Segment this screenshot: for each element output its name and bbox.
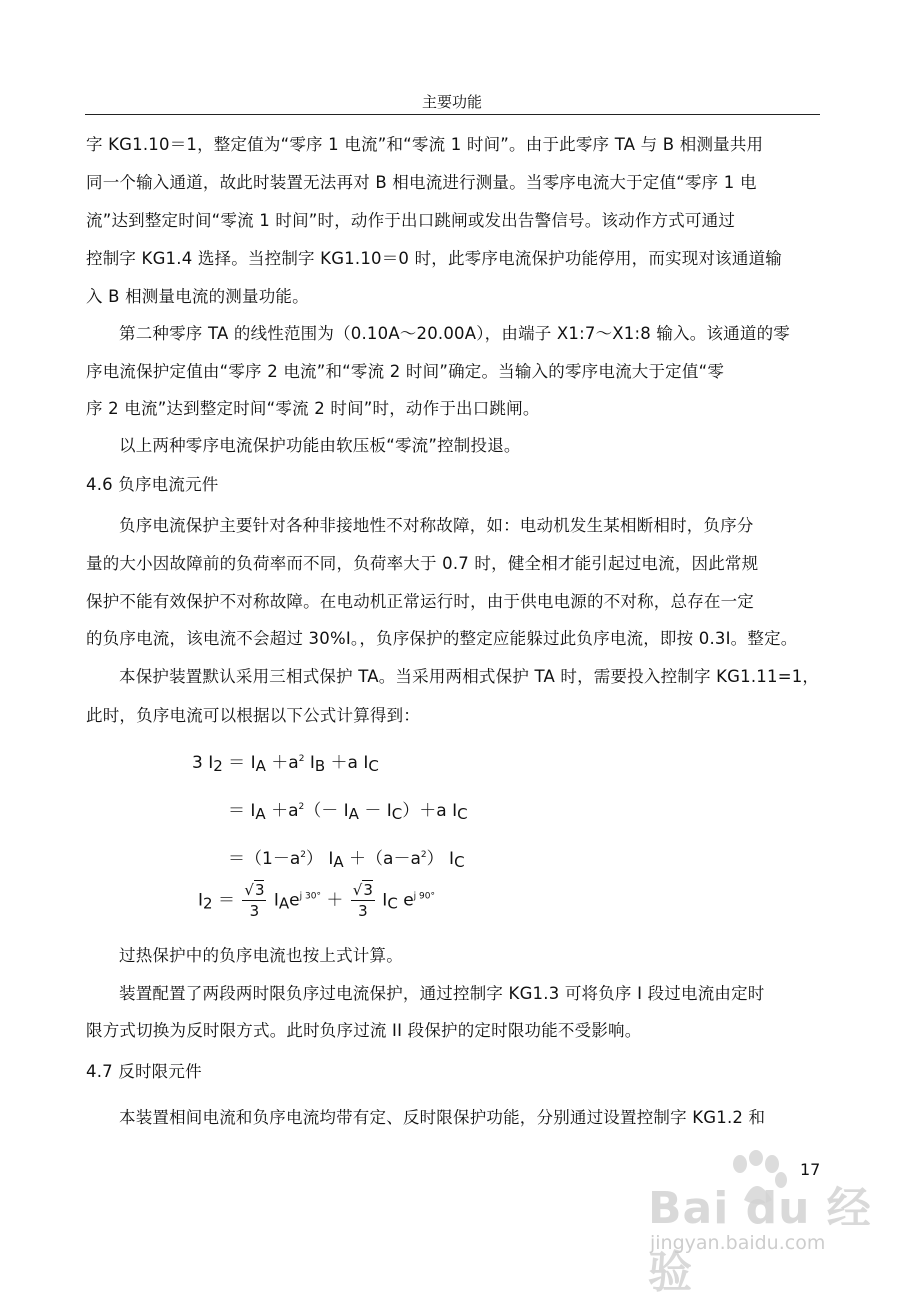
fraction-sqrt3-over-3: $\frac{√3}{3}$ (244, 881, 265, 920)
baidu-watermark-url: jingyan.baidu.com (650, 1232, 826, 1254)
text-line: 入 B 相测量电流的测量功能。 (86, 287, 309, 306)
header-divider (85, 114, 820, 115)
text-line: 装置配置了两段两时限负序过电流保护，通过控制字 KG1.3 可将负序 I 段过电流由定时 (119, 984, 765, 1003)
text-line: 序电流保护定值由“零序 2 电流”和“零流 2 时间”确定。当输入的零序电流大于定值“零 (86, 362, 725, 381)
text-line: 第二种零序 TA 的线性范围为（0.10A～20.00A），由端子 X1:7～X1:8 输入。该通道的零 (119, 324, 790, 343)
text-line: 流”达到整定时间“零流 1 时间”时，动作于出口跳闸或发出告警信号。该动作方式可通过 (86, 211, 736, 230)
equation-line-1: 3 $I_2 = I_A +a^2$ $I_B +a$ $I_C$ (192, 753, 379, 775)
text-line: 控制字 KG1.4 选择。当控制字 KG1.10＝0 时，此零序电流保护功能停用，而实现对该通道输 (86, 249, 782, 268)
equation-line-4: $I_2$ ＝ $\frac{√3}{3}$ $I_Ae^{j 30^\circ}$ ＋ $\frac{√3}{3}$ $I_C$ $e^{j 90^\circ}$ (198, 881, 435, 920)
section-heading-4-6: 4.6 负序电流元件 (86, 475, 219, 494)
text-line: 保护不能有效保护不对称故障。在电动机正常运行时，由于供电电源的不对称，总存在一定 (86, 592, 754, 611)
baidu-watermark-logo: Bai du 经验 (648, 1183, 872, 1298)
page-header-title: 主要功能 (421, 93, 482, 111)
text-line: 字 KG1.10＝1，整定值为“零序 1 电流”和“零流 1 时间”。由于此零序 TA 与 B 相测量共用 (86, 135, 764, 154)
text-line: 负序电流保护主要针对各种非接地性不对称故障，如：电动机发生某相断相时，负序分 (119, 516, 754, 535)
text-line: 本保护装置默认采用三相式保护 TA。当采用两相式保护 TA 时，需要投入控制字 KG1.11=1， (119, 667, 820, 686)
section-heading-4-7: 4.7 反时限元件 (86, 1062, 202, 1081)
page-number: 17 (800, 1160, 821, 1179)
text-line: 限方式切换为反时限方式。此时负序过流 II 段保护的定时限功能不受影响。 (86, 1021, 642, 1040)
text-line: 量的大小因故障前的负荷率而不同，负荷率大于 0.7 时，健全相才能引起过电流，因此常规 (86, 554, 759, 573)
equation-line-2: ＝ $I_A +a^2(- I_A - I_C)+a$ $I_C$ (228, 801, 468, 823)
text-line: 的负序电流，该电流不会超过 30%I。，负序保护的整定应能躲过此负序电流，即按 0.3I。整定。 (86, 629, 798, 648)
text-line: 序 2 电流”达到整定时间“零流 2 时间”时，动作于出口跳闸。 (86, 399, 540, 418)
equation-line-3: $=(1-a^2)$ $I_A +(a-a^2)$ $I_C$ (228, 849, 465, 871)
text-line: 以上两种零序电流保护功能由软压板“零流”控制投退。 (119, 436, 521, 455)
fraction-sqrt3-over-3: $\frac{√3}{3}$ (352, 881, 373, 920)
text-line: 此时，负序电流可以根据以下公式计算得到： (86, 706, 420, 725)
text-line: 同一个输入通道，故此时装置无法再对 B 相电流进行测量。当零序电流大于定值“零序 1 电 (86, 173, 757, 192)
text-line: 过热保护中的负序电流也按上式计算。 (119, 946, 403, 965)
text-line: 本装置相间电流和负序电流均带有定、反时限保护功能，分别通过设置控制字 KG1.2 和 (119, 1108, 766, 1127)
